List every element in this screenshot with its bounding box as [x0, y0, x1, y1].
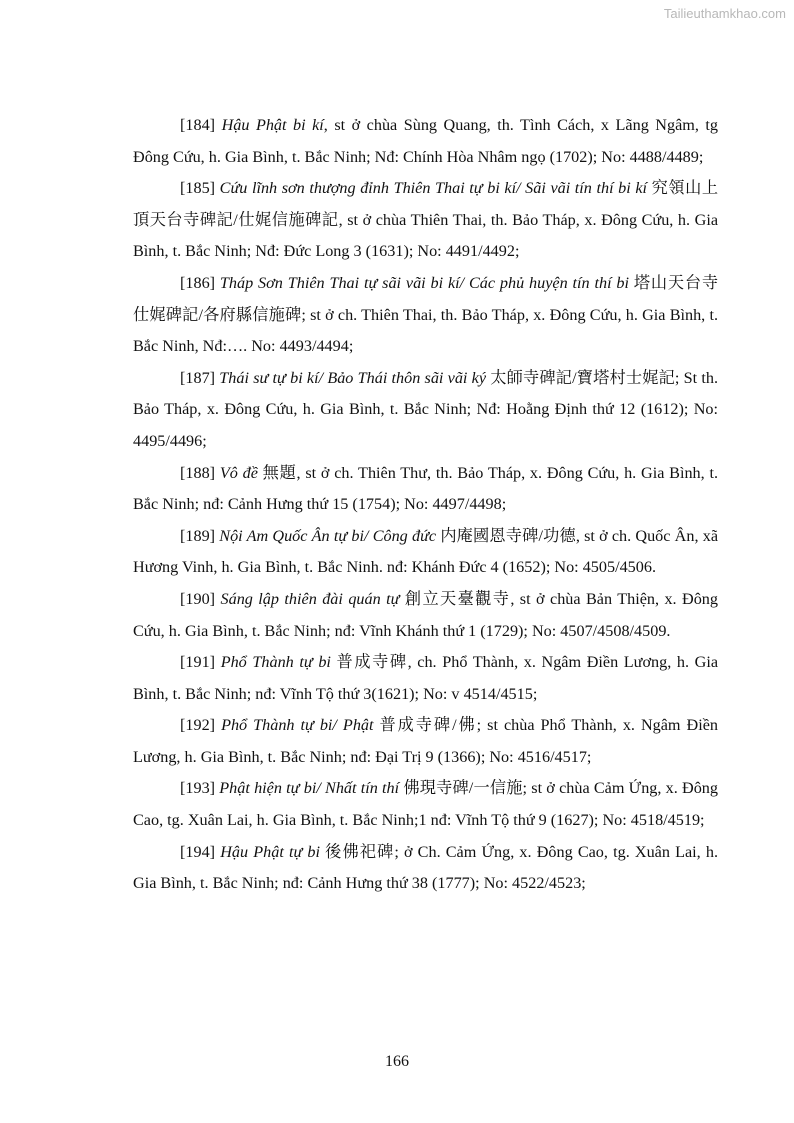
entry-title: Tháp Sơn Thiên Thai tự sãi vãi bi kí/ Các phủ huyện tín thí bi [219, 273, 630, 292]
catalog-entry [133, 647, 718, 710]
catalog-entry [133, 363, 718, 458]
entry-title: Sáng lập thiên đài quán tự [220, 589, 400, 608]
entry-title: Hậu Phật tự bi [220, 842, 321, 861]
entry-number: [187] [180, 368, 216, 387]
entry-title: Phật hiện tự bi/ Nhất tín thí [219, 779, 400, 798]
watermark: Tailieuthamkhao.com [663, 6, 786, 21]
entry-number: [188] [180, 463, 216, 482]
entry-number: [194] [180, 842, 216, 861]
entry-number: [184] [180, 116, 216, 134]
entry-number: [190] [180, 589, 216, 608]
entry-title: Hậu Phật bi kí [221, 116, 324, 134]
entry-number: [186] [180, 273, 216, 292]
catalog-entry [133, 710, 718, 773]
catalog-entry [133, 837, 718, 900]
catalog-entry [133, 110, 718, 173]
entry-number: [193] [180, 779, 216, 798]
catalog-entry [133, 584, 718, 647]
entry-details: 普成寺碑/佛; st chùa Phổ Thành, x. Ngâm Điền Lương, h. Gia Bình, t. Bắc Ninh; nđ: Đại Trị 9 (1366); No: 4516/4517; [133, 716, 718, 766]
entry-details: , st ở chùa Sùng Quang, th. Tình Cách, x Lãng Ngâm, tg Đông Cứu, h. Gia Bình, t. Bắc Ninh; Nđ: Chính Hòa Nhâm ngọ (1702); No: 4488/4489; [133, 116, 718, 166]
catalog-entry [133, 521, 718, 584]
entry-details: 佛現寺碑/一信施; st ở chùa Cảm Ứng, x. Đông Cao, tg. Xuân Lai, h. Gia Bình, t. Bắc Ninh;1 nđ: Vĩnh Tộ thứ 9 (1627); No: 4518/4519; [133, 779, 718, 830]
entry-number: [191] [180, 653, 216, 672]
entry-details: 無題, st ở ch. Thiên Thư, th. Bảo Tháp, x. Đông Cứu, h. Gia Bình, t. Bắc Ninh; nđ: Cảnh Hưng thứ 15 (1754); No: 4497/4498; [133, 463, 719, 514]
entry-details: 太師寺碑記/寶塔村士娓記; St th. Bảo Tháp, x. Đông Cứu, h. Gia Bình, t. Bắc Ninh; Nđ: Hoằng Định thứ 12 (1612); No: 4495/4496; [133, 368, 719, 450]
entry-number: [185] [180, 179, 216, 198]
entry-details: 究領山上頂天台寺碑記/仕娓信施碑記, st ở chùa Thiên Thai, th. Bảo Tháp, x. Đông Cứu, h. Gia Bình, t. Bắc Ninh; Nđ: Đức Long 3 (1631); No: 4491/4492; [133, 179, 719, 261]
catalog-entry [133, 458, 718, 521]
catalog-entry [133, 268, 718, 363]
entry-number: [192] [180, 716, 216, 735]
entry-title: Cứu lĩnh sơn thượng đỉnh Thiên Thai tự bi kí/ Sãi vãi tín thí bi kí [219, 179, 648, 198]
catalog-entry [133, 173, 718, 268]
entry-title: Nội Am Quốc Ân tự bi/ Công đức [219, 526, 437, 545]
entry-title: Thái sư tự bi kí/ Bảo Thái thôn sãi vãi ký [219, 368, 487, 387]
entry-details: 創立天臺觀寺, st ở chùa Bản Thiện, x. Đông Cứu, h. Gia Bình, t. Bắc Ninh; nđ: Vĩnh Khánh thứ 1 (1729); No: 4507/4508/4509. [133, 589, 718, 640]
entry-details: 普成寺碑, ch. Phổ Thành, x. Ngâm Điền Lương, h. Gia Bình, t. Bắc Ninh; nđ: Vĩnh Tộ thứ 3(1621); No: v 4514/4515; [133, 653, 719, 703]
entry-title: Phổ Thành tự bi [220, 653, 331, 672]
entry-title: Vô đề [219, 463, 258, 482]
entry-number: [189] [180, 526, 216, 545]
page-number: 166 [385, 1053, 409, 1070]
entry-details: 塔山天台寺仕娓碑記/各府縣信施碑; st ở ch. Thiên Thai, th. Bảo Tháp, x. Đông Cứu, h. Gia Bình, t. Bắc Ninh, Nđ:…. No: 4493/4494; [133, 273, 719, 356]
catalog-entry [133, 773, 718, 836]
document-body [133, 110, 718, 900]
entry-details: 後佛祀碑; ở Ch. Cảm Ứng, x. Đông Cao, tg. Xuân Lai, h. Gia Bình, t. Bắc Ninh; nđ: Cảnh Hưng thứ 38 (1777); No: 4522/4523; [133, 842, 718, 893]
entry-details: 内庵國恩寺碑/功德, st ở ch. Quốc Ân, xã Hương Vinh, h. Gia Bình, t. Bắc Ninh. nđ: Khánh Đức 4 (1652); No: 4505/4506. [133, 526, 719, 577]
entry-title: Phổ Thành tự bi/ Phật [221, 716, 374, 735]
